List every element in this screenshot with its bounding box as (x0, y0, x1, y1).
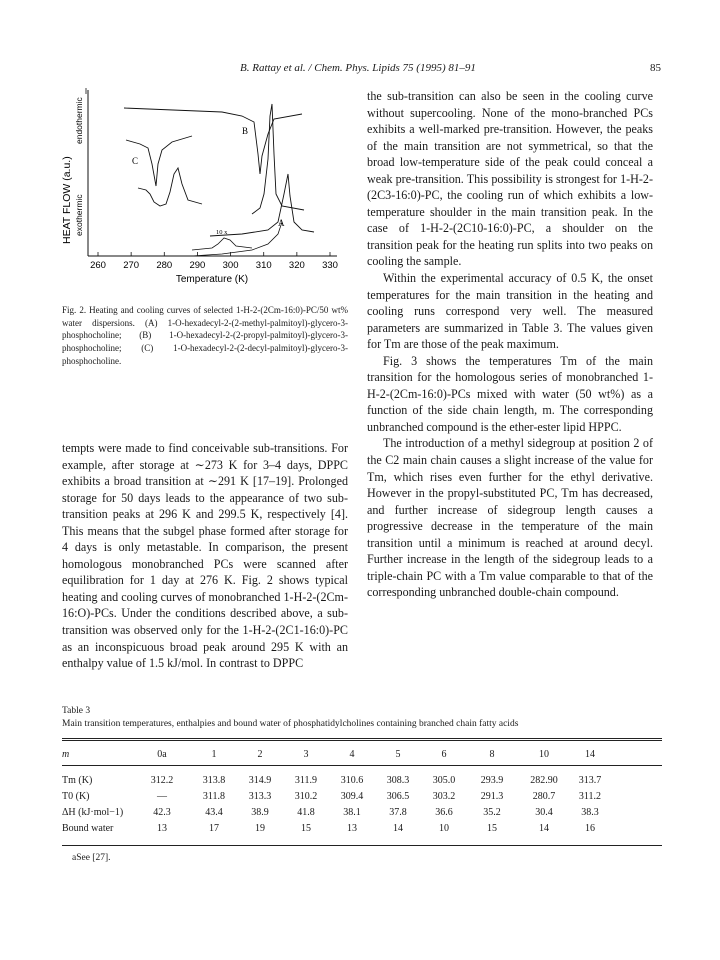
table-cell: 303.2 (432, 791, 456, 802)
table-cell: 19 (255, 823, 265, 834)
table-col-header: 4 (349, 749, 355, 760)
table-title: Main transition temperatures, enthalpies and bound water of phosphatidylcholines containing branched chain fatty acids (62, 719, 519, 729)
table-cell: 313.3 (248, 791, 272, 802)
running-header (0, 62, 720, 78)
table-cell: 37.8 (389, 807, 407, 818)
figure-caption: Fig. 2. Heating and cooling curves of selected 1-H-2-(2Cm-16:0)-PC/50 wt% water dispersions. (A) 1-O-hexadecyl-2-(2-methyl-palmitoyl)-glycero-3-phosphocholine; (B) 1-O-hexadecyl-2-(2-propyl-palmitoyl)-glycero-3-phosphocholine; (C) 1-O-hexadecyl-2-(2-decyl-palmitoyl)-glycero-3-phosphocholine. (62, 305, 348, 366)
curve-a-cooling (192, 222, 282, 256)
table-cell: 293.9 (480, 775, 504, 786)
table-cell: 306.5 (386, 791, 410, 802)
paragraph: Fig. 3 shows the temperatures Tm of the main transition for the homologous series of monobranched 1-H-2-(2Cm-16:0)-PCs mixed with water (50 wt%) as a function of the side chain length, m. The corresponding unbranched compound is the ether-ester lipid HPPC. (367, 353, 653, 434)
table-col-header: 14 (585, 749, 595, 760)
curve-b-heating (124, 108, 302, 174)
curve-c-cooling (138, 168, 202, 206)
x-tick-label: 270 (123, 260, 140, 271)
y-axis-label: HEAT FLOW (a.u.) (61, 156, 73, 244)
table-cell: 14 (393, 823, 403, 834)
curve-label-10x: 10 x (216, 229, 228, 236)
table-cell: 41.8 (297, 807, 315, 818)
table-cell: 16 (585, 823, 595, 834)
curve-a-10x (192, 238, 252, 250)
table-cell: 311.8 (202, 791, 226, 802)
table-row-label: Bound water (62, 823, 114, 834)
table-footnote: aSee [27]. (72, 853, 111, 863)
table-row-label: T0 (K) (62, 791, 90, 802)
table-cell: 30.4 (535, 807, 553, 818)
x-tick-label: 260 (90, 260, 106, 271)
table-cell: 311.9 (294, 775, 318, 786)
table-cell: 38.3 (581, 807, 599, 818)
left-column (62, 440, 348, 672)
table-cell: 310.2 (294, 791, 318, 802)
table-cell: 15 (301, 823, 311, 834)
table-cell: 309.4 (340, 791, 364, 802)
x-tick-label: 290 (189, 260, 206, 271)
table-cell: 38.1 (343, 807, 361, 818)
table-row-label: Tm (K) (62, 775, 93, 786)
table-cell: 13 (157, 823, 167, 834)
table-cell: 14 (539, 823, 549, 834)
table-top-rule-2 (62, 740, 662, 741)
paragraph: The introduction of a methyl sidegroup at position 2 of the C2 main chain causes a slight increase of the value for Tm, which rises even further for the ethyl derivative. However in the propyl-substituted PC, Tm has decreased, and further increase of sidegroup length causes a progressive decrease in the temperature of the main transition until a minimum is reached at around decyl. Further increase in the length of the sidegroup leads to a triple-chain PC with a Tm value comparable to that of the corresponding unbranched double-chain compound. (367, 436, 653, 600)
exothermic-label: exothermic (74, 194, 84, 236)
x-tick-label: 310 (255, 260, 272, 271)
right-column (367, 88, 653, 601)
x-tick-label: 300 (222, 260, 239, 271)
table-cell: 10 (439, 823, 449, 834)
paragraph: the sub-transition can also be seen in the cooling curve without supercooling. None of the mono-branched PCs exhibits a well-marked pre-transition. However, the peaks of the main transition are not symmetrical, so that the broad low-temperature side of the peak could conceal a weak pre-transition. This possibility is strongest for 1-H-2-(2C3-16:0)-PC, the cooling run of which exhibits a low-temperature shoulder in the main transition peak. In the case of 1-H-2-(2C10-16:0)-PC, a shoulder on the transition peak for the heating run splits into two peaks on cooling the sample. (367, 89, 653, 269)
endothermic-label: endothermic (74, 97, 84, 144)
table-cell: 282.90 (530, 775, 558, 786)
table-col-header: 10 (539, 749, 549, 760)
table-col-header: 0a (157, 749, 167, 760)
table-cell: 311.2 (578, 791, 602, 802)
curve-label-b: B (242, 126, 249, 136)
table-cell: 291.3 (480, 791, 504, 802)
table-cell: 43.4 (205, 807, 223, 818)
table-cell: 42.3 (153, 807, 171, 818)
curve-label-c: C (132, 156, 139, 166)
x-tick-label: 280 (156, 260, 173, 271)
table-cell: 13 (347, 823, 357, 834)
table-col-header: 3 (303, 749, 309, 760)
curve-label-a: A (278, 218, 285, 228)
dsc-figure (42, 84, 352, 299)
table-col-header: 5 (395, 749, 401, 760)
paragraph: tempts were made to find conceivable sub-transitions. For example, after storage at ∼273 K for 3–4 days, DPPC exhibits a broad transition at ∼291 K [17–19]. Prolonged storage for 50 days leads to the appearance of two sub-transition peaks at 296 K and 299.5 K, respectively [4]. This means that the subgel phase formed after storage for 4 days is only metastable. In comparison, the present homologous monobranched PCs were scanned after equilibration for 1 day at 276 K. Fig. 2 shows typical heating and cooling curves of monobranched 1-H-2-(2Cm-16:O)-PCs. Under the conditions described above, a sub-transition was observed only for the 1-H-2-(2C1-16:0)-PC as an inconspicuous broad peak around 295 K with an enthalpy value of 1.5 kJ/mol. In contrast to DPPC (62, 441, 348, 671)
table-col-header: 6 (441, 749, 447, 760)
table-cell: 313.8 (202, 775, 226, 786)
table-cell: 308.3 (386, 775, 410, 786)
table-col-header: 2 (257, 749, 263, 760)
table-bottom-rule (62, 845, 662, 846)
table-cell: 38.9 (251, 807, 269, 818)
x-axis-label: Temperature (K) (175, 274, 249, 285)
table-cell: 310.6 (340, 775, 364, 786)
table-label: Table 3 (62, 706, 91, 716)
table-cell: 305.0 (432, 775, 456, 786)
table-cell: 17 (209, 823, 219, 834)
table-cell: — (157, 791, 167, 802)
table-3 (62, 705, 662, 863)
table-row-label: ΔH (kJ·mol−1) (62, 807, 124, 818)
table-cell: 35.2 (483, 807, 501, 818)
paragraph: Within the experimental accuracy of 0.5 K, the onset temperatures for the main transition in the heating and cooling runs correspond very well. The measured parameters are summarized in Table 3. The values given for Tm are those of the peak maximum. (367, 271, 653, 352)
curve-b-cooling (252, 104, 304, 214)
running-title: B. Rattay et al. / Chem. Phys. Lipids 75 (1995) 81–91 (240, 62, 476, 74)
table-col-header-m: m (62, 749, 70, 760)
table-col-header: 1 (211, 749, 217, 760)
table-cell: 314.9 (248, 775, 272, 786)
table-header-rule (62, 765, 662, 766)
table-top-rule (62, 738, 662, 739)
x-tick-label: 330 (322, 260, 338, 271)
table-cell: 280.7 (532, 791, 556, 802)
table-cell: 312.2 (150, 775, 174, 786)
table-cell: 313.7 (578, 775, 602, 786)
curve-a-heating (210, 174, 314, 236)
table-col-header: 8 (489, 749, 495, 760)
table-cell: 15 (487, 823, 497, 834)
page-number: 85 (650, 62, 661, 74)
table-cell: 36.6 (435, 807, 453, 818)
x-tick-label: 320 (288, 260, 305, 271)
